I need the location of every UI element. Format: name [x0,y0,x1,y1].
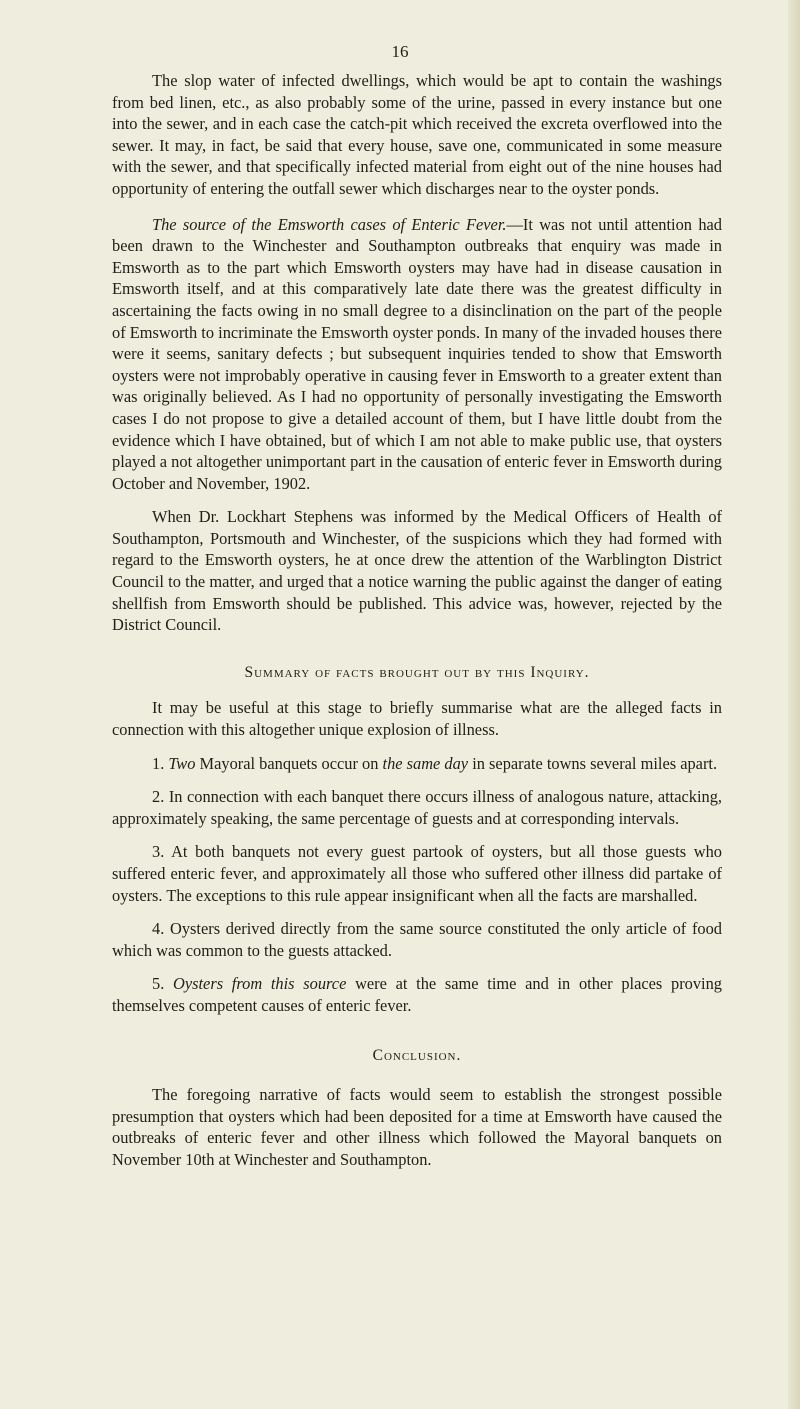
page-number: 16 [391,42,409,61]
item-number: 1. [152,753,165,773]
summary-item-2: 2. In connection with each banquet there occurs illness of analogous nature, attacking, approximately speaking, the same percentage of guests and at corresponding intervals. [112,787,722,828]
paragraph-slop-water: The slop water of infected dwellings, which would be apt to contain the washings from bed linen, etc., as also probably some of the urine, passed in every instance but one into the sewer, and in each case the catch-pit which received the excreta overflowed into the sewer. It may, in fact, be said that every house, save one, communicated in some measure with the sewer, and that specifically infected material from eight out of the nine houses had opportunity of entering the outfall sewer which discharges near to the oyster ponds. [112,71,722,198]
item-text: were at the same time and in other places proving themselves competent causes of enteric fever. [112,974,722,1015]
item-number: 5. [152,974,165,994]
conclusion-heading: Conclusion. [372,1046,462,1064]
summary-item-5 [112,973,722,1016]
item-text: Mayoral banquets occur on [195,753,383,773]
item-emphasis: Oysters from this source [173,974,347,994]
conclusion-paragraph: The foregoing narrative of facts would seem to establish the strongest possible presumption that oysters which had been deposited for a time at Emsworth have caused the outbreaks of enteric fever and other illness which followed the Mayoral banquets on November 10th at Winchester and Southampton. [112,1085,722,1169]
summary-item-3: 3. At both banquets not every guest partook of oysters, but all those guests who suffered enteric fever, and approximately all those who suffered other illness did partake of oysters. The exceptions to this rule appear insignificant when all the facts are marshalled. [112,842,722,905]
item-emphasis: the same day [382,753,469,773]
summary-item-4: 4. Oysters derived directly from the same source constituted the only article of food which was common to the guests attacked. [112,919,722,960]
page-edge-shadow [788,0,800,1409]
summary-intro: It may be useful at this stage to briefly summarise what are the alleged facts in connection with this altogether unique explosion of illness. [112,698,722,740]
paragraph-emsworth-body: —It was not until attention had been drawn to the Winchester and Southampton outbreaks that enquiry was made in Emsworth as to the part which Emsworth oysters may have had in disease causation in Emsworth itself, and at this comparatively late date there was the greatest difficulty in ascertaining the facts owing in no small degree to a disinclination on the part of the people of Emsworth to incriminate the Emsworth oyster ponds. In many of the invaded houses there were it seems, sanitary defects ; but subsequent inquiries tended to show that Emsworth oysters were not improbably operative in causing fever in Emsworth to a greater extent than was originally believed. As I had no opportunity of personally investigating the Emsworth cases I do not propose to give a detailed account of them, but I have little doubt from the evidence which I have obtained, but of which I am not able to make public use, that oysters played a not altogether unimportant part in the causation of enteric fever in Emsworth during October and November, 1902. [112,214,722,493]
section-title-emsworth: The source of the Emsworth cases of Enteric Fever. [152,214,507,234]
summary-item-1 [112,753,722,775]
page-body [112,70,722,1171]
item-emphasis: Two [168,753,196,773]
paragraph-lockhart-stephens: When Dr. Lockhart Stephens was informed by the Medical Officers of Health of Southampton, Portsmouth and Winchester, of the suspicions which they had formed with regard to the Emsworth oysters, he at once drew the attention of the Warblington District Council to the matter, and urged that a notice warning the public against the danger of eating shellfish from Emsworth should be published. This advice was, however, rejected by the District Council. [112,507,722,635]
item-text: in separate towns several miles apart. [468,753,718,773]
paragraph-emsworth-source [112,214,722,495]
summary-heading: Summary of facts brought out by this Inquiry. [244,663,590,681]
